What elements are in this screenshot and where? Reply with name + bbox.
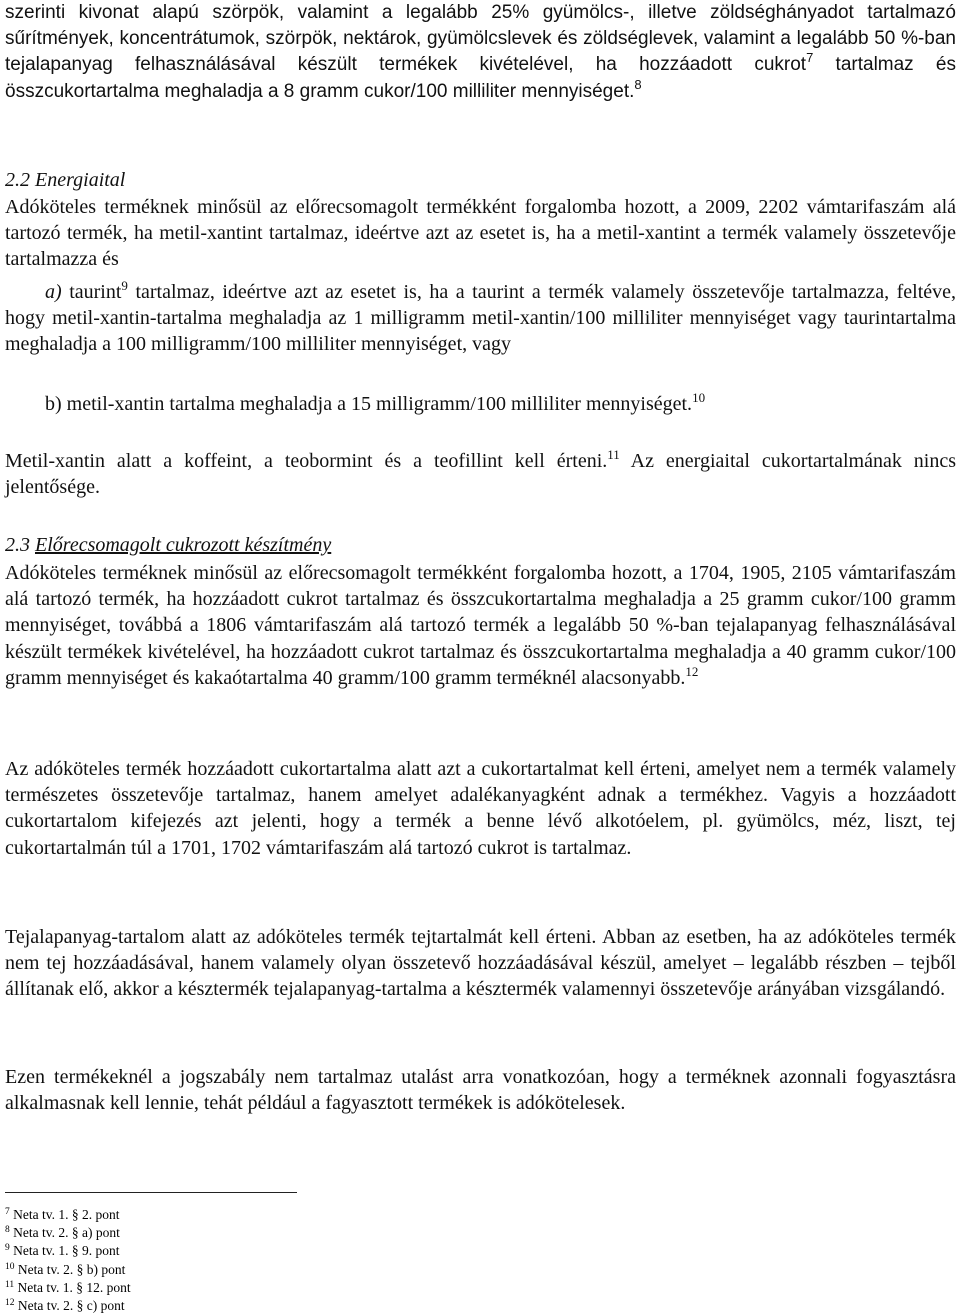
section-heading-2-3: 2.3 Előrecsomagolt cukrozott készítmény (5, 534, 332, 556)
intro-paragraph (5, 0, 956, 105)
footnote-ref-12[interactable]: 12 (685, 663, 699, 679)
footnote-ref-10[interactable]: 10 (692, 390, 706, 405)
footnote-item: $^8$ Neta tv. 2. § a) pont (5, 1225, 120, 1241)
section-2-2-item-b: b) metil-xantin tartalma meghaladja a 15 milligramm/100 milliliter mennyiséget.$^{10}$ (45, 390, 706, 415)
immediate-consumption-paragraph: Ezen termékeknél a jogszabály nem tartalmaz utalást arra vonatkozóan, hogy a terméknek azonnali fogyasztásra alkalmasnak kell lennie, tehát például a fagyasztott termékek is adókötelesek. (5, 1066, 956, 1115)
footnote-ref-8[interactable]: 8 (634, 76, 642, 92)
footnote-item: $^7$ Neta tv. 1. § 2. pont (5, 1207, 120, 1222)
section-2-2-item-a: a) taurint$^9$ tartalmaz, ideértve azt az esetet is, ha a taurint a termék valamely összetevője tartalmazza, feltéve, hogy metil-xantin-tartalma meghaladja az 1 milligramm metil-xantin/100 milliliter mennyiséget vagy taurintartalma meghaladja a 100 milligramm/100 milliliter mennyiséget, vagy (5, 278, 956, 356)
section-heading-2-2: 2.2 Energiaital (5, 169, 126, 191)
milk-content-paragraph: Tejalapanyag-tartalom alatt az adóköteles termék tejtartalmát kell érteni. Abban az esetben, ha az adóköteles termék nem tej hozzáadásával, hanem valamely olyan összetevő hozzáadásával készül, amelyet – legalább részben – tejből állítanak elő, akkor a késztermék tejalapanyag-tartalma a késztermék valamennyi összetevője arányában vizsgálandó. (5, 926, 956, 1001)
footnote-item: $^{12}$ Neta tv. 2. § c) pont (5, 1298, 125, 1314)
section-2-2-body: Adóköteles terméknek minősül az előrecsomagolt termékként forgalomba hozott, a 2009, 2202 vámtarifaszám alá tartozó termék, ha metil-xantint tartalmaz, ideértve azt az esetet is, ha a metil-xantint a termék valamely összetevője tartalmazza és (5, 196, 956, 271)
footnote-ref-11[interactable]: 11 (607, 447, 620, 462)
footnote-item: $^9$ Neta tv. 1. § 9. pont (5, 1243, 120, 1259)
footnote-item: $^{10}$ Neta tv. 2. § b) pont (5, 1261, 126, 1277)
section-2-3-body: Adóköteles terméknek minősül az előrecsomagolt termékként forgalomba hozott, a 1704, 1905, 2105 vámtarifaszám alá tartozó termék, ha hozzáadott cukrot tartalmaz és összcukortartalma meghaladja a 25 gramm cukor/100 gramm mennyiséget, továbbá a 1806 vámtarifaszám alá tartozó termék a legalább 50 %-ban tejalapanyag felhasználásával készült termékek kivételével, ha hozzáadott cukrot tartalmaz és összcukortartalma meghaladja a 40 gramm cukor/100 gramm mennyiséget és kakaótartalma 40 gramm/100 gramm terméknél alacsonyabb.$^{12}$ (5, 562, 956, 689)
footnote-ref-7[interactable]: 7 (806, 50, 814, 66)
item-a-label: a) (45, 281, 62, 303)
added-sugar-paragraph: Az adóköteles termék hozzáadott cukortartalma alatt azt a cukortartalmat kell érteni, amelyet nem a termék valamely természetes összetevője tartalmaz, hanem amelyet adalékanyagként adnak a termékhez. Vagyis a hozzáadott cukortartalom kifejezés azt jelenti, hogy a termék a benne lévő alkotóelem, pl. gyümölcs, méz, liszt, tej cukortartalmán túl a 1701, 1702 vámtarifaszám alá tartozó cukrot is tartalmaz. (5, 758, 956, 859)
footnotes (5, 1206, 131, 1315)
intro-text: szerinti kivonat alapú szörpök, valamint a legalább 25% gyümölcs-, illetve zöldséghányadot tartalmazó sűrítmények, koncentrátumok, szörpök, nektárok, gyümölcslevek és zöldséglevek, valamint a legalább 50 %-ban tejalapanyag felhasználásával készült termékek kivételével, ha hozzáadott cukrot (5, 2, 956, 76)
intro-text-cont: tartalmaz és összcukortartalma meghaladja a 8 gramm cukor/100 milliliter mennyiséget. (5, 54, 956, 102)
footnote-ref-9[interactable]: 9 (121, 278, 128, 293)
footnote-item: $^{11}$ Neta tv. 1. § 12. pont (5, 1279, 131, 1295)
footnote-separator (5, 1192, 297, 1193)
methylxanthine-note: Metil-xantin alatt a koffeint, a teobormint és a teofillint kell érteni.$^{11}$ Az energiaital cukortartalmának nincs jelentősége. (5, 447, 956, 499)
